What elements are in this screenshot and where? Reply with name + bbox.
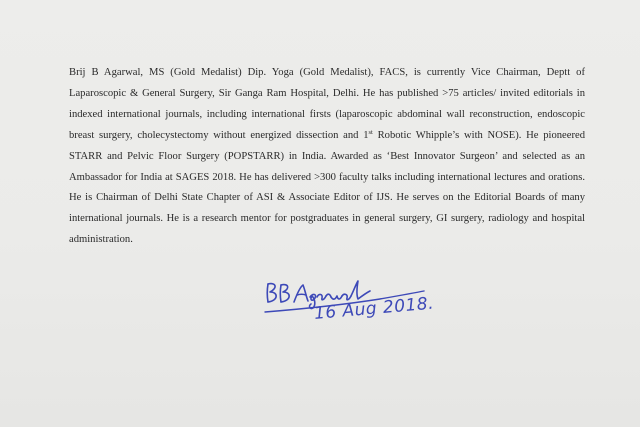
ordinal-superscript: st [368, 128, 373, 136]
biography-paragraph [69, 63, 585, 251]
biography-text-part2: Robotic Whipple’s with NOSE). He pioneered STARR and Pelvic Floor Surgery (POPSTARR) in India. Awarded as ‘Best Innovator Surgeon’ and selected as an Ambassador for India at SAGES 2018. He has delivered >300 faculty talks including international lectures and orations. He is Chairman of Delhi State Chapter of ASI & Associate Editor of IJS. He serves on the Editorial Boards of many international journals. He is a research mentor for postgraduates in general surgery, GI surgery, radiology and hospital administration. [69, 129, 585, 246]
signature-date: 16 Aug 2018. [313, 293, 435, 324]
biography-text-part1: Brij B Agarwal, MS (Gold Medalist) Dip. Yoga (Gold Medalist), FACS, is currently Vice Chairman, Deptt of Laparoscopic & General Surgery, Sir Ganga Ram Hospital, Delhi. He has published >75 articles/ invited editorials in indexed international journals, including international firsts (laparoscopic abdominal wall reconstruction, endoscopic breast surgery, cholecystectomy without energized dissection and 1 [69, 67, 585, 141]
